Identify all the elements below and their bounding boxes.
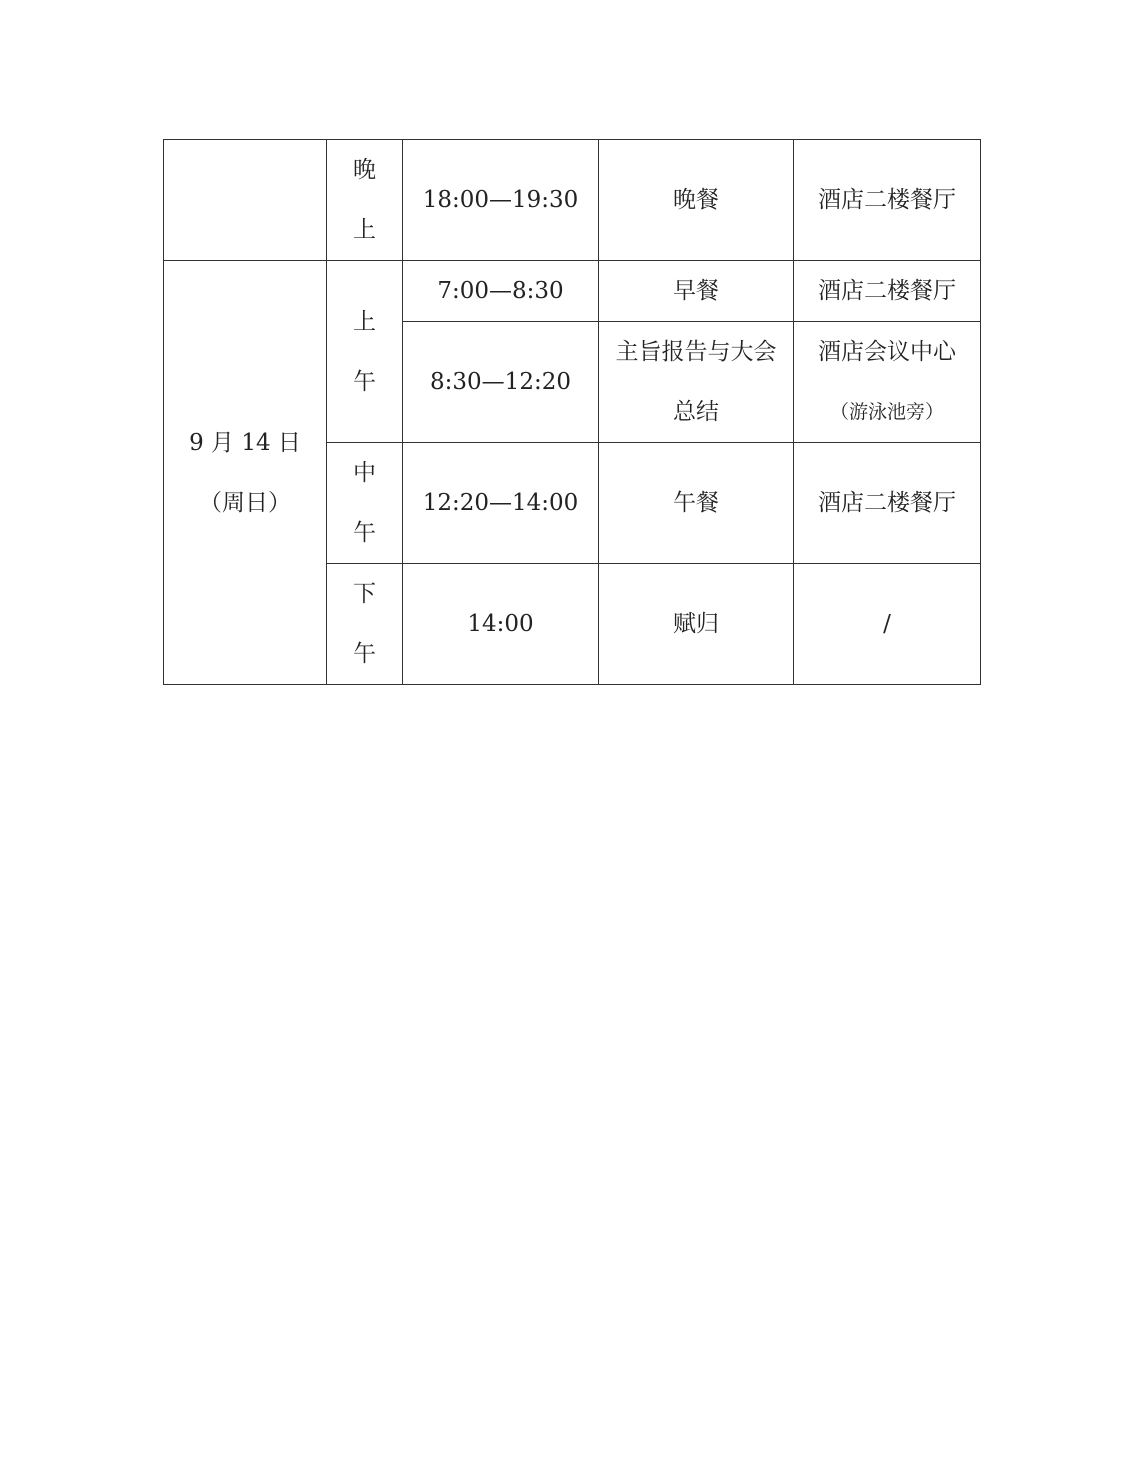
period-char: 中	[353, 460, 376, 486]
event-cell: 晚餐	[599, 140, 794, 261]
period-char: 上	[353, 308, 376, 335]
period-cell	[327, 564, 403, 685]
time-cell: 14:00	[403, 564, 599, 685]
time-cell: 8:30—12:20	[403, 322, 599, 443]
time-cell: 18:00—19:30	[403, 140, 599, 261]
location-note: （游泳池旁）	[829, 401, 944, 423]
time-cell: 12:20—14:00	[403, 443, 599, 564]
event-cell: 早餐	[599, 261, 794, 322]
period-char: 下	[353, 581, 376, 607]
period-char: 上	[353, 217, 376, 243]
location-cell: 酒店二楼餐厅	[794, 443, 981, 564]
weekday-label: （周日）	[199, 489, 291, 516]
date-label: 9 月 14 日	[189, 429, 301, 456]
location-line: 酒店会议中心	[818, 339, 956, 365]
period-char: 午	[353, 368, 376, 395]
event-line: 主旨报告与大会	[615, 339, 777, 365]
period-char: 午	[353, 641, 376, 667]
period-cell	[327, 140, 403, 261]
event-line: 总结	[673, 399, 719, 425]
period-char: 晚	[353, 157, 376, 183]
location-cell	[794, 322, 981, 443]
date-cell-empty	[164, 140, 327, 261]
event-cell: 午餐	[599, 443, 794, 564]
period-char: 午	[353, 520, 376, 546]
time-cell: 7:00—8:30	[403, 261, 599, 322]
location-cell: /	[794, 564, 981, 685]
period-cell	[327, 261, 403, 443]
schedule-table	[163, 139, 981, 685]
period-cell	[327, 443, 403, 564]
table-row	[164, 261, 981, 322]
date-cell	[164, 261, 327, 685]
event-cell	[599, 322, 794, 443]
location-cell: 酒店二楼餐厅	[794, 261, 981, 322]
event-cell: 赋归	[599, 564, 794, 685]
location-cell: 酒店二楼餐厅	[794, 140, 981, 261]
table-row	[164, 140, 981, 261]
